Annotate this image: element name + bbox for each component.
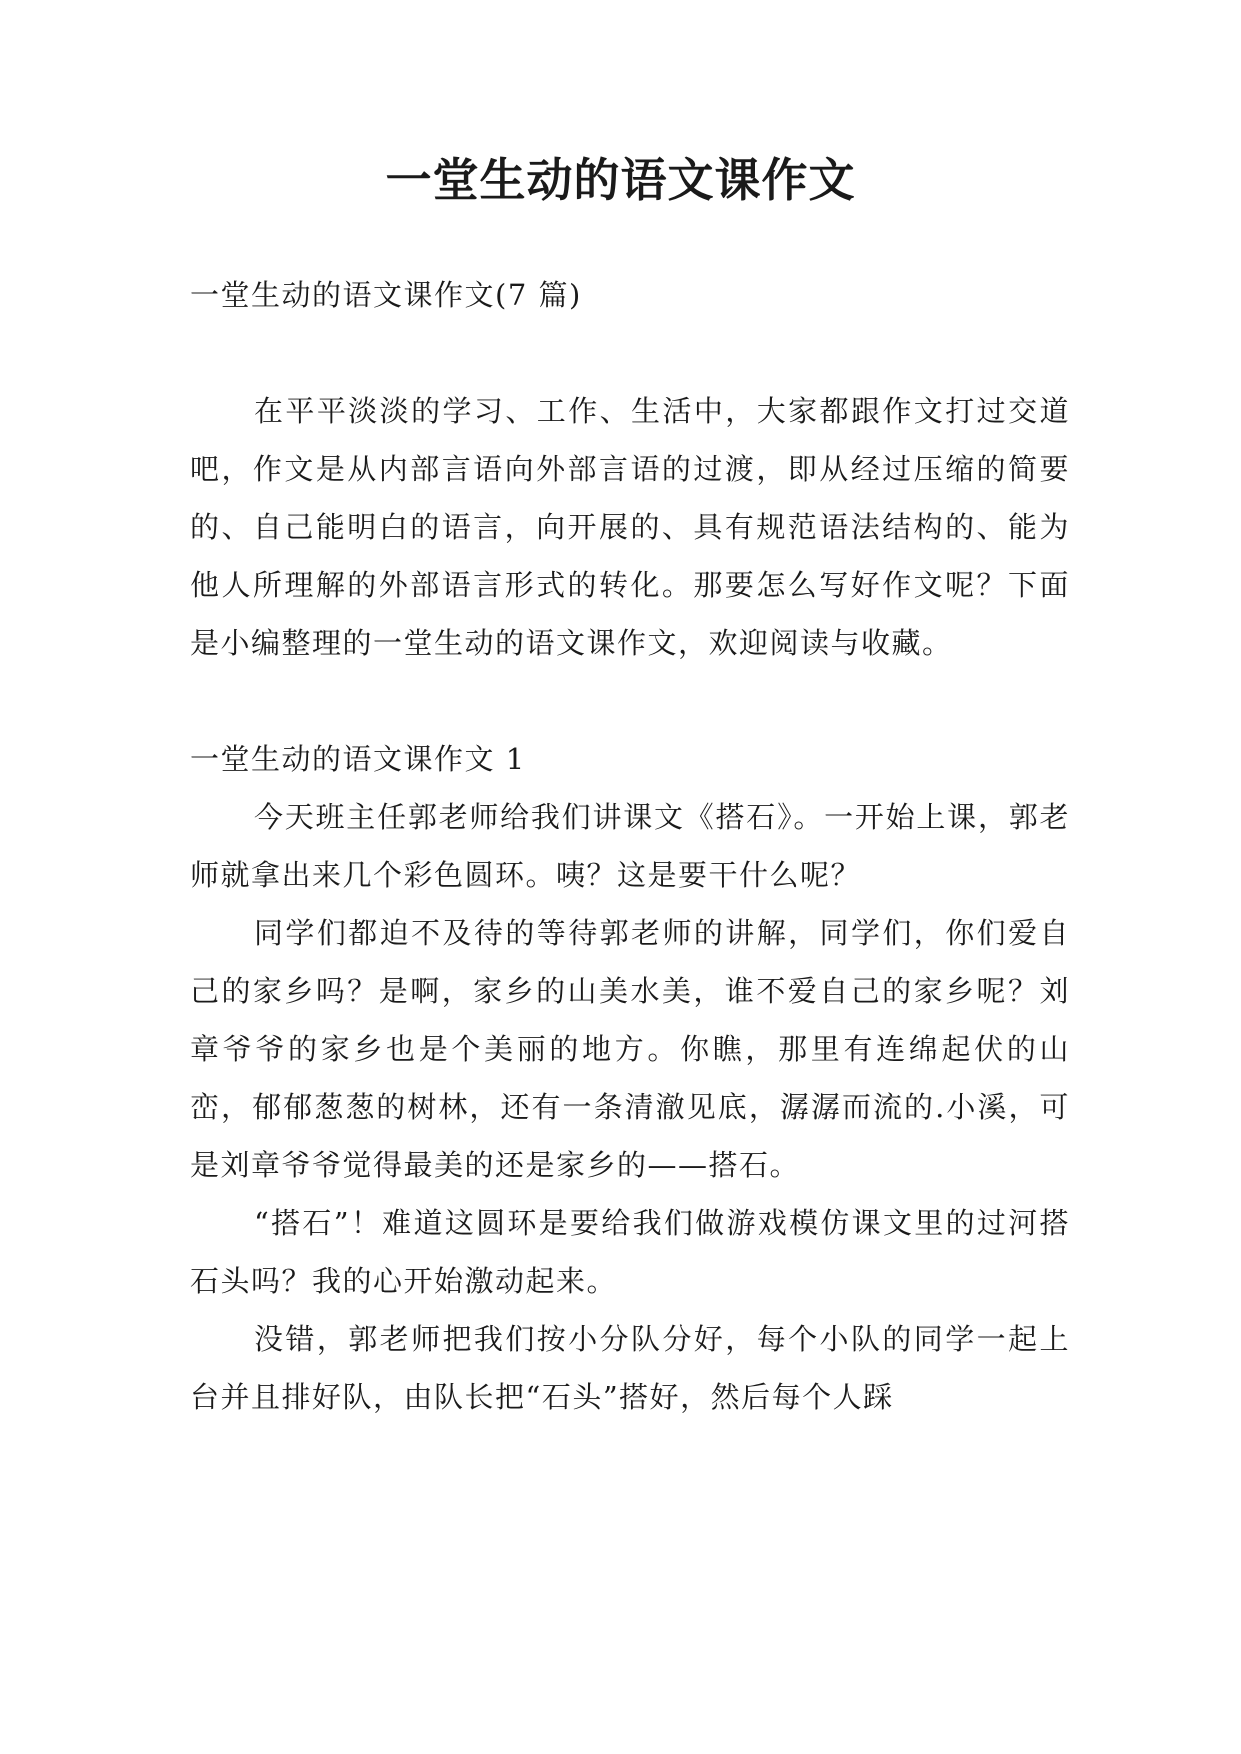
body-paragraph: 没错，郭老师把我们按小分队分好，每个小队的同学一起上台并且排好队，由队长把“石头”搭好，然后每个人踩 — [190, 1322, 1070, 1414]
document-subtitle: 一堂生动的语文课作文(7 篇) — [190, 278, 582, 312]
document-body — [190, 266, 1070, 1426]
intro-paragraph: 在平平淡淡的学习、工作、生活中，大家都跟作文打过交道吧，作文是从内部言语向外部言语的过渡，即从经过压缩的简要的、自己能明白的语言，向开展的、具有规范语法结构的、能为他人所理解的外部语言形式的转化。那要怎么写好作文呢？下面是小编整理的一堂生动的语文课作文，欢迎阅读与收藏。 — [190, 394, 1070, 660]
section-heading: 一堂生动的语文课作文 1 — [190, 742, 526, 776]
body-paragraph: 同学们都迫不及待的等待郭老师的讲解，同学们，你们爱自己的家乡吗？是啊，家乡的山美水美，谁不爱自己的家乡呢？刘章爷爷的家乡也是个美丽的地方。你瞧，那里有连绵起伏的山峦，郁郁葱葱的树林，还有一条清澈见底，潺潺而流的.小溪，可是刘章爷爷觉得最美的还是家乡的——搭石。 — [190, 916, 1070, 1182]
document-title: 一堂生动的语文课作文 — [385, 153, 856, 207]
body-paragraph: 今天班主任郭老师给我们讲课文《搭石》。一开始上课，郭老师就拿出来几个彩色圆环。咦？这是要干什么呢？ — [190, 800, 1070, 892]
body-paragraph: “搭石”！难道这圆环是要给我们做游戏模仿课文里的过河搭石头吗？我的心开始激动起来。 — [190, 1206, 1070, 1298]
